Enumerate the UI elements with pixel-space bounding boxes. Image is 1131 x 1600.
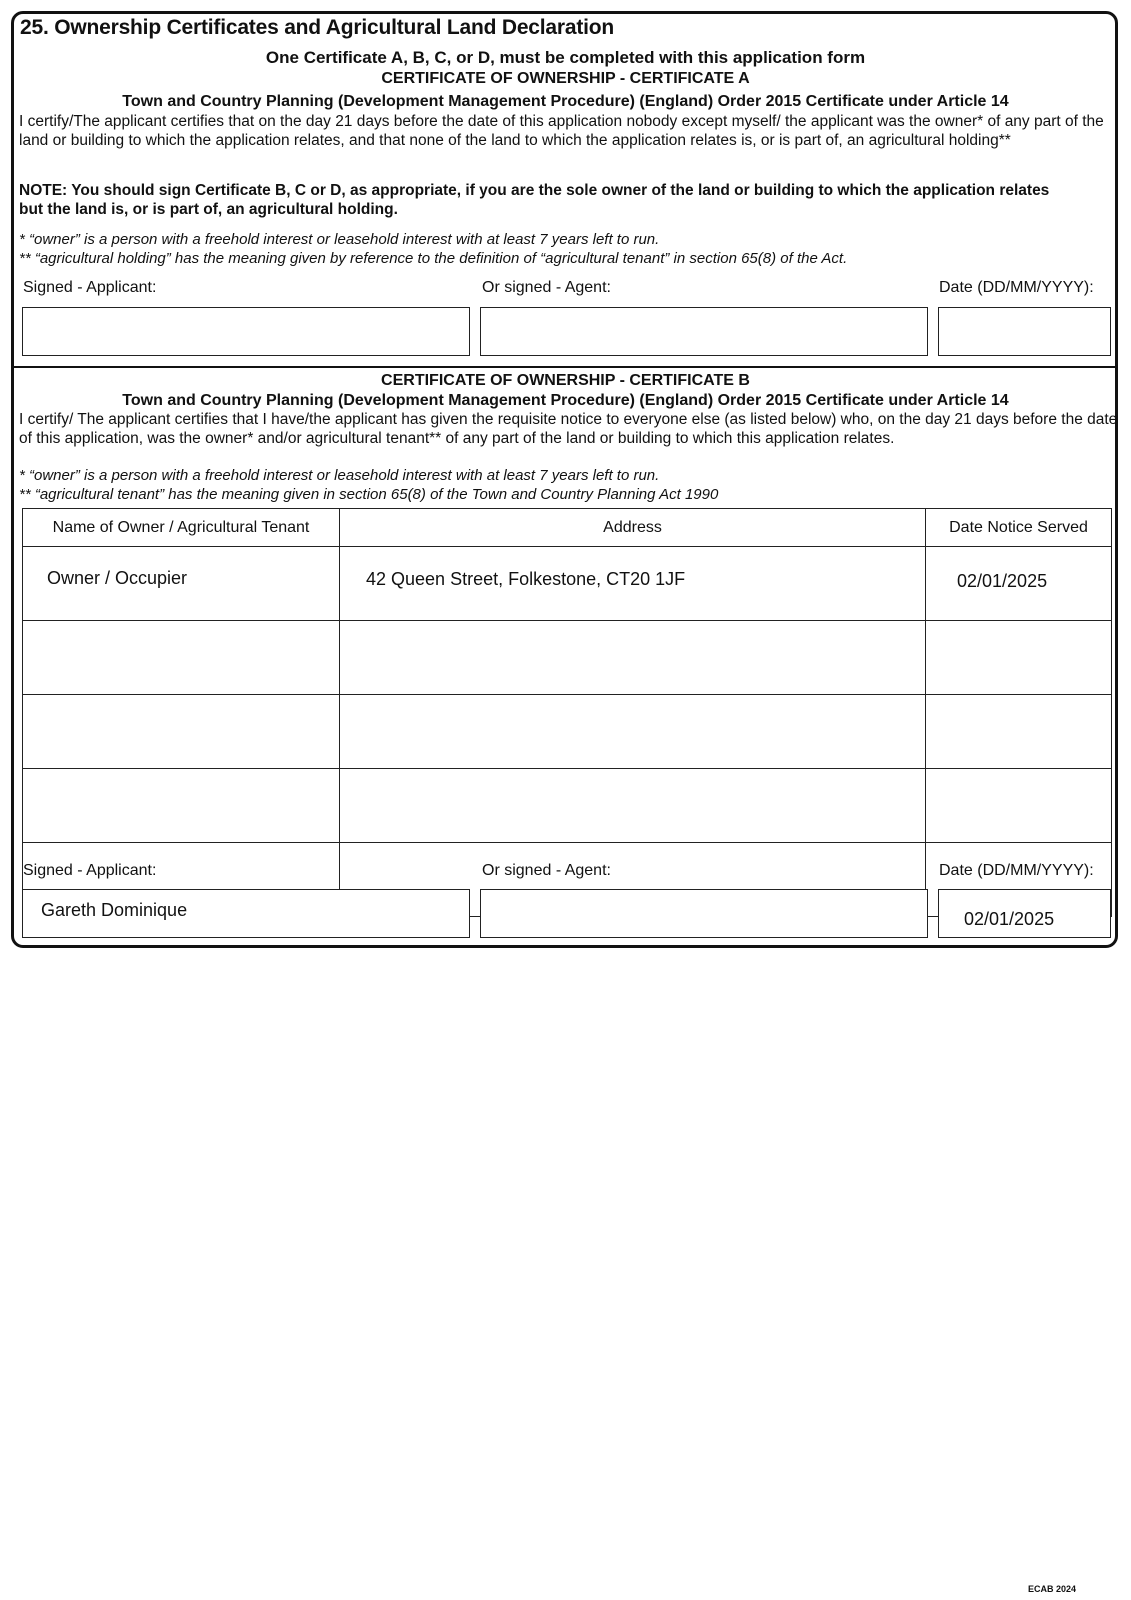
table-header-row: [23, 509, 1112, 547]
cert-b-applicant-label: Signed - Applicant:: [23, 862, 157, 879]
cert-b-date-label: Date (DD/MM/YYYY):: [939, 862, 1094, 879]
owner-address-cell[interactable]: [340, 769, 926, 843]
footer-code: ECAB 2024: [1027, 1584, 1076, 1594]
table-row: [23, 695, 1112, 769]
cert-b-date-value: 02/01/2025: [964, 909, 1055, 929]
owner-name-cell[interactable]: [23, 621, 340, 695]
section-subtitle: One Certificate A, B, C, or D, must be completed with this application form: [265, 48, 866, 67]
cert-a-agent-field[interactable]: [480, 307, 928, 356]
cert-a-agent-label: Or signed - Agent:: [482, 279, 611, 296]
cert-b-order: Town and Country Planning (Development Management Procedure) (England) Order 2015 Certificate under Article 14: [122, 392, 1009, 409]
cert-b-agent-field[interactable]: [480, 889, 928, 938]
cert-b-applicant-field[interactable]: [22, 889, 470, 938]
table-row: [23, 621, 1112, 695]
cert-a-footnote-holding: ** “agricultural holding” has the meaning given by reference to the definition of “agricultural tenant” in section 65(8) of the Act.: [19, 250, 848, 267]
header-owner-name: Name of Owner / Agricultural Tenant: [23, 509, 340, 547]
cert-b-text: I certify/ The applicant certifies that I have/the applicant has given the requisite notice to everyone else (as listed below) who, on the day 21 days before the date of this application, was the owner* and/or agricultural tenant** of any part of the land or building to which this application relates.: [19, 411, 1118, 447]
cert-a-footnote-owner: * “owner” is a person with a freehold interest or leasehold interest with at least 7 years left to run.: [19, 231, 660, 248]
cert-a-note: NOTE: You should sign Certificate B, C or D, as appropriate, if you are the sole owner of the land or building to which the application relates but the land is, or is part of, an agricultural holding.: [19, 182, 1050, 218]
cert-b-footnote-tenant: ** “agricultural tenant” has the meaning given in section 65(8) of the Town and Country Planning Act 1990: [19, 486, 719, 503]
owners-table: [22, 508, 1112, 917]
cert-b-agent-label: Or signed - Agent:: [482, 862, 611, 879]
cert-a-heading: CERTIFICATE OF OWNERSHIP - CERTIFICATE A: [381, 70, 750, 87]
notice-date-cell[interactable]: [926, 695, 1112, 769]
owner-name-cell[interactable]: [23, 769, 340, 843]
owner-address-cell[interactable]: [340, 695, 926, 769]
table-row: [23, 547, 1112, 621]
certificate-divider: [11, 366, 1118, 368]
table-row: [23, 769, 1112, 843]
header-address: Address: [340, 509, 926, 547]
owner-name-cell[interactable]: [23, 695, 340, 769]
owner-name-cell[interactable]: Owner / Occupier: [23, 547, 340, 621]
cert-a-date-field[interactable]: [938, 307, 1111, 356]
cert-b-heading: CERTIFICATE OF OWNERSHIP - CERTIFICATE B: [381, 372, 750, 389]
cert-a-order: Town and Country Planning (Development Management Procedure) (England) Order 2015 Certificate under Article 14: [122, 93, 1009, 110]
cert-a-applicant-label: Signed - Applicant:: [23, 279, 157, 296]
cert-a-date-label: Date (DD/MM/YYYY):: [939, 279, 1094, 296]
owner-address-cell[interactable]: 42 Queen Street, Folkestone, CT20 1JF: [340, 547, 926, 621]
notice-date-cell[interactable]: [926, 621, 1112, 695]
notice-date-cell[interactable]: 02/01/2025: [926, 547, 1112, 621]
cert-b-date-field[interactable]: [938, 889, 1111, 938]
notice-date-cell[interactable]: [926, 769, 1112, 843]
cert-b-applicant-value: Gareth Dominique: [41, 900, 188, 920]
cert-b-footnote-owner: * “owner” is a person with a freehold interest or leasehold interest with at least 7 years left to run.: [19, 467, 660, 484]
owner-address-cell[interactable]: [340, 621, 926, 695]
section-title: 25. Ownership Certificates and Agricultural Land Declaration: [20, 16, 615, 39]
cert-a-text: I certify/The applicant certifies that on the day 21 days before the date of this application nobody except myself/ the applicant was the owner* of any part of the land or building to which the application relates, and that none of the land to which the application relates is, or is part of, an agricultural holding**: [19, 113, 1104, 149]
cert-a-applicant-field[interactable]: [22, 307, 470, 356]
header-date-served: Date Notice Served: [926, 509, 1112, 547]
